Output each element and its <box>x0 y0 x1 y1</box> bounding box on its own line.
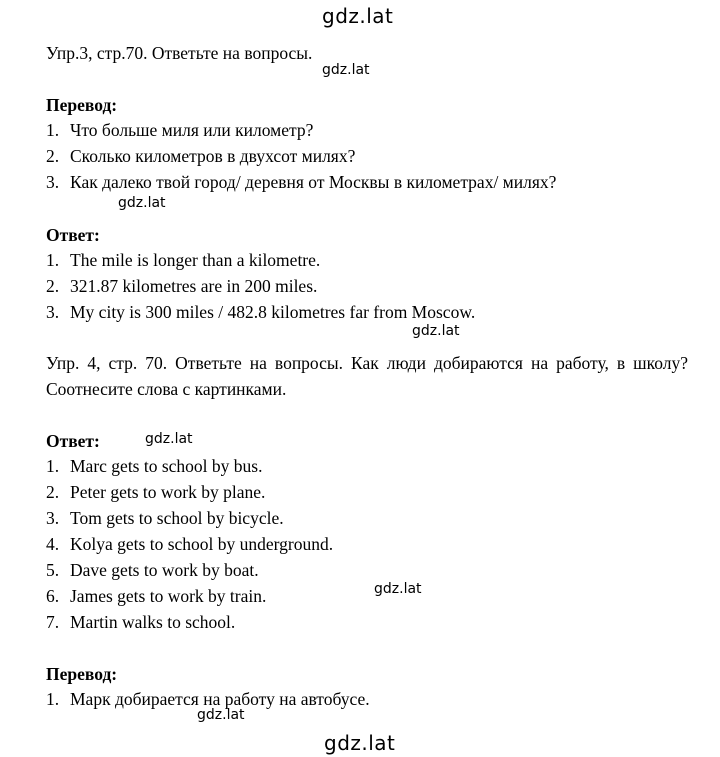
item-text: Что больше миля или километр? <box>70 120 314 140</box>
item-number: 2. <box>46 482 60 502</box>
item-text: Сколько километров в двухсот милях? <box>70 146 356 166</box>
translation-item <box>46 169 556 195</box>
item-text: Peter gets to work by plane. <box>70 482 266 502</box>
item-text: Марк добирается на работу на автобусе. <box>70 689 370 709</box>
item-number: 2. <box>46 146 60 166</box>
answer-item <box>46 505 284 531</box>
answer-item <box>46 531 333 557</box>
translation-item <box>46 686 370 712</box>
item-number: 4. <box>46 534 60 554</box>
item-text: Dave gets to work by boat. <box>70 560 259 580</box>
watermark-top: gdz.lat <box>322 4 394 28</box>
item-number: 6. <box>46 586 60 606</box>
item-text: Kolya gets to school by underground. <box>70 534 334 554</box>
item-text: James gets to work by train. <box>70 586 267 606</box>
watermark: gdz.lat <box>118 195 166 211</box>
watermark: gdz.lat <box>374 581 422 597</box>
watermark-bottom: gdz.lat <box>324 731 396 755</box>
answer-item <box>46 247 320 273</box>
item-number: 1. <box>46 456 60 476</box>
item-number: 1. <box>46 250 60 270</box>
item-text: The mile is longer than a kilometre. <box>70 250 321 270</box>
watermark: gdz.lat <box>322 62 370 78</box>
item-text: My city is 300 miles / 482.8 kilometres far from Moscow. <box>70 302 476 322</box>
answer-item <box>46 609 235 635</box>
answer-item <box>46 583 266 609</box>
exercise-3-answer-label: Ответ: <box>46 225 100 245</box>
item-number: 1. <box>46 120 60 140</box>
item-number: 2. <box>46 276 60 296</box>
item-number: 3. <box>46 302 60 322</box>
exercise-4-translation-label: Перевод: <box>46 664 118 684</box>
translation-item <box>46 117 313 143</box>
answer-item <box>46 453 262 479</box>
exercise-3-translation-label: Перевод: <box>46 95 118 115</box>
translation-item <box>46 143 355 169</box>
answer-item <box>46 273 317 299</box>
item-number: 1. <box>46 689 60 709</box>
item-text: Marc gets to school by bus. <box>70 456 263 476</box>
exercise-4-heading: Упр. 4, стр. 70. Ответьте на вопросы. Как люди добираются на работу, в школу? Соотнесите слова с картинками. <box>46 353 688 399</box>
item-number: 5. <box>46 560 60 580</box>
item-number: 3. <box>46 508 60 528</box>
item-number: 7. <box>46 612 60 632</box>
item-number: 3. <box>46 172 60 192</box>
item-text: Как далеко твой город/ деревня от Москвы в километрах/ милях? <box>70 172 557 192</box>
answer-item <box>46 299 475 325</box>
answer-item <box>46 557 259 583</box>
exercise-4-answer-label: Ответ: <box>46 431 100 451</box>
watermark: gdz.lat <box>197 707 245 723</box>
watermark: gdz.lat <box>412 323 460 339</box>
item-text: 321.87 kilometres are in 200 miles. <box>70 276 318 296</box>
item-text: Tom gets to school by bicycle. <box>70 508 284 528</box>
item-text: Martin walks to school. <box>70 612 236 632</box>
watermark: gdz.lat <box>145 431 193 447</box>
answer-item <box>46 479 265 505</box>
exercise-3-heading: Упр.3, стр.70. Ответьте на вопросы. <box>46 43 313 63</box>
